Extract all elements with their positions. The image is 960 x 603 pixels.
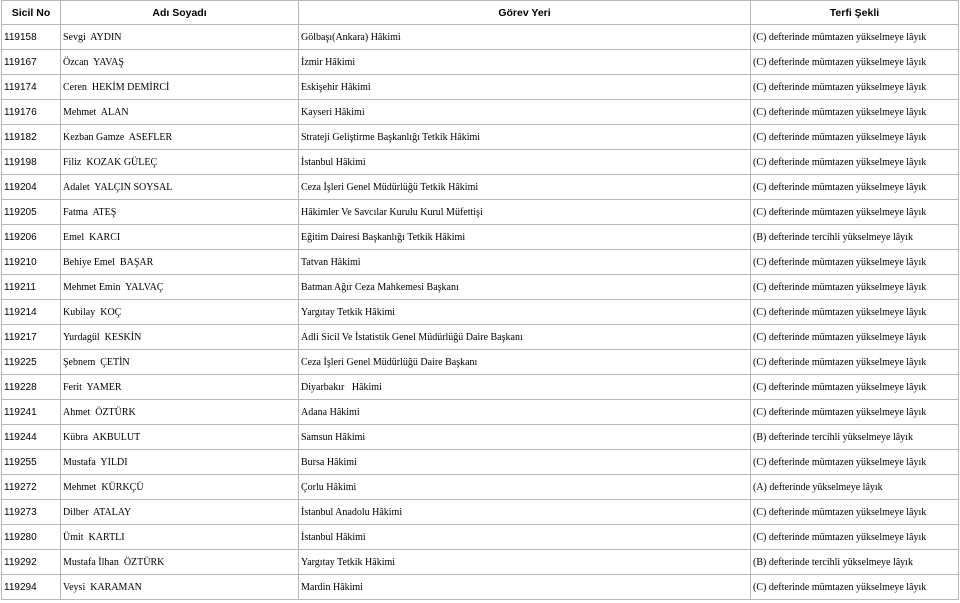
position-cell: Bursa Hâkimi: [299, 450, 751, 475]
position-cell: İstanbul Anadolu Hâkimi: [299, 500, 751, 525]
sicil-no-cell: 119182: [2, 125, 61, 150]
name-cell: Mehmet KÜRKÇÜ: [61, 475, 299, 500]
table-row: [2, 250, 959, 275]
promotion-cell: (C) defterinde mümtazen yükselmeye lâyık: [751, 450, 959, 475]
position-cell: Yargıtay Tetkik Hâkimi: [299, 300, 751, 325]
table-header: [2, 1, 959, 25]
name-cell: Kezban Gamze ASEFLER: [61, 125, 299, 150]
promotion-cell: (C) defterinde mümtazen yükselmeye lâyık: [751, 100, 959, 125]
promotion-cell: (C) defterinde mümtazen yükselmeye lâyık: [751, 400, 959, 425]
sicil-no-cell: 119294: [2, 575, 61, 600]
promotion-cell: (C) defterinde mümtazen yükselmeye lâyık: [751, 250, 959, 275]
name-cell: Filiz KOZAK GÜLEÇ: [61, 150, 299, 175]
promotion-cell: (C) defterinde mümtazen yükselmeye lâyık: [751, 575, 959, 600]
header-gorev-yeri: Görev Yeri: [299, 1, 751, 25]
promotion-cell: (C) defterinde mümtazen yükselmeye lâyık: [751, 350, 959, 375]
promotion-cell: (C) defterinde mümtazen yükselmeye lâyık: [751, 175, 959, 200]
name-cell: Fatma ATEŞ: [61, 200, 299, 225]
header-row: [2, 1, 959, 25]
name-cell: Yurdagül KESKİN: [61, 325, 299, 350]
promotion-table: [1, 0, 959, 600]
sicil-no-cell: 119198: [2, 150, 61, 175]
promotion-cell: (C) defterinde mümtazen yükselmeye lâyık: [751, 375, 959, 400]
sicil-no-cell: 119205: [2, 200, 61, 225]
table-row: [2, 500, 959, 525]
position-cell: Batman Ağır Ceza Mahkemesi Başkanı: [299, 275, 751, 300]
table-row: [2, 25, 959, 50]
name-cell: Mehmet ALAN: [61, 100, 299, 125]
name-cell: Adalet YALÇIN SOYSAL: [61, 175, 299, 200]
name-cell: Kubilay KOÇ: [61, 300, 299, 325]
position-cell: Samsun Hâkimi: [299, 425, 751, 450]
header-terfi-sekli: Terfi Şekli: [751, 1, 959, 25]
promotion-cell: (B) defterinde tercihli yükselmeye lâyık: [751, 225, 959, 250]
promotion-cell: (C) defterinde mümtazen yükselmeye lâyık: [751, 150, 959, 175]
promotion-cell: (A) defterinde yükselmeye lâyık: [751, 475, 959, 500]
promotion-cell: (C) defterinde mümtazen yükselmeye lâyık: [751, 200, 959, 225]
table-row: [2, 425, 959, 450]
position-cell: Yargıtay Tetkik Hâkimi: [299, 550, 751, 575]
position-cell: Diyarbakır Hâkimi: [299, 375, 751, 400]
promotion-cell: (C) defterinde mümtazen yükselmeye lâyık: [751, 500, 959, 525]
name-cell: Dilber ATALAY: [61, 500, 299, 525]
position-cell: Çorlu Hâkimi: [299, 475, 751, 500]
promotion-cell: (C) defterinde mümtazen yükselmeye lâyık: [751, 325, 959, 350]
table-row: [2, 100, 959, 125]
sicil-no-cell: 119158: [2, 25, 61, 50]
position-cell: Strateji Geliştirme Başkanlığı Tetkik Hâkimi: [299, 125, 751, 150]
table-row: [2, 75, 959, 100]
position-cell: Eskişehir Hâkimi: [299, 75, 751, 100]
table-row: [2, 475, 959, 500]
position-cell: İstanbul Hâkimi: [299, 525, 751, 550]
name-cell: Mustafa İlhan ÖZTÜRK: [61, 550, 299, 575]
name-cell: Sevgi AYDIN: [61, 25, 299, 50]
sicil-no-cell: 119255: [2, 450, 61, 475]
table-row: [2, 375, 959, 400]
table-row: [2, 225, 959, 250]
header-sicil-no: Sicil No: [2, 1, 61, 25]
table-row: [2, 550, 959, 575]
name-cell: Mehmet Emin YALVAÇ: [61, 275, 299, 300]
sicil-no-cell: 119292: [2, 550, 61, 575]
name-cell: Behiye Emel BAŞAR: [61, 250, 299, 275]
name-cell: Emel KARCI: [61, 225, 299, 250]
position-cell: Gölbaşı(Ankara) Hâkimi: [299, 25, 751, 50]
sicil-no-cell: 119217: [2, 325, 61, 350]
name-cell: Mustafa YILDI: [61, 450, 299, 475]
name-cell: Veysi KARAMAN: [61, 575, 299, 600]
name-cell: Şebnem ÇETİN: [61, 350, 299, 375]
table-row: [2, 150, 959, 175]
table-row: [2, 575, 959, 600]
promotion-cell: (B) defterinde tercihli yükselmeye lâyık: [751, 425, 959, 450]
promotion-cell: (B) defterinde tercihli yükselmeye lâyık: [751, 550, 959, 575]
promotion-cell: (C) defterinde mümtazen yükselmeye lâyık: [751, 50, 959, 75]
position-cell: Tatvan Hâkimi: [299, 250, 751, 275]
promotion-cell: (C) defterinde mümtazen yükselmeye lâyık: [751, 75, 959, 100]
name-cell: Ceren HEKİM DEMİRCİ: [61, 75, 299, 100]
sicil-no-cell: 119206: [2, 225, 61, 250]
sicil-no-cell: 119225: [2, 350, 61, 375]
sicil-no-cell: 119211: [2, 275, 61, 300]
table-row: [2, 50, 959, 75]
table-row: [2, 400, 959, 425]
position-cell: Adana Hâkimi: [299, 400, 751, 425]
position-cell: İstanbul Hâkimi: [299, 150, 751, 175]
name-cell: Ahmet ÖZTÜRK: [61, 400, 299, 425]
name-cell: Ferit YAMER: [61, 375, 299, 400]
promotion-cell: (C) defterinde mümtazen yükselmeye lâyık: [751, 25, 959, 50]
sicil-no-cell: 119228: [2, 375, 61, 400]
sicil-no-cell: 119214: [2, 300, 61, 325]
header-adi-soyadi: Adı Soyadı: [61, 1, 299, 25]
promotion-cell: (C) defterinde mümtazen yükselmeye lâyık: [751, 525, 959, 550]
promotion-cell: (C) defterinde mümtazen yükselmeye lâyık: [751, 275, 959, 300]
table-row: [2, 300, 959, 325]
table-row: [2, 175, 959, 200]
sicil-no-cell: 119241: [2, 400, 61, 425]
table-row: [2, 325, 959, 350]
sicil-no-cell: 119210: [2, 250, 61, 275]
sicil-no-cell: 119167: [2, 50, 61, 75]
sicil-no-cell: 119280: [2, 525, 61, 550]
table-row: [2, 350, 959, 375]
sicil-no-cell: 119176: [2, 100, 61, 125]
position-cell: İzmir Hâkimi: [299, 50, 751, 75]
position-cell: Eğitim Dairesi Başkanlığı Tetkik Hâkimi: [299, 225, 751, 250]
promotion-cell: (C) defterinde mümtazen yükselmeye lâyık: [751, 125, 959, 150]
promotion-cell: (C) defterinde mümtazen yükselmeye lâyık: [751, 300, 959, 325]
table-row: [2, 125, 959, 150]
position-cell: Mardin Hâkimi: [299, 575, 751, 600]
sicil-no-cell: 119174: [2, 75, 61, 100]
position-cell: Ceza İşleri Genel Müdürlüğü Tetkik Hâkimi: [299, 175, 751, 200]
table-row: [2, 200, 959, 225]
table-row: [2, 525, 959, 550]
name-cell: Kübra AKBULUT: [61, 425, 299, 450]
sicil-no-cell: 119273: [2, 500, 61, 525]
table-body: [2, 25, 959, 600]
position-cell: Hâkimler Ve Savcılar Kurulu Kurul Müfettişi: [299, 200, 751, 225]
sicil-no-cell: 119204: [2, 175, 61, 200]
position-cell: Kayseri Hâkimi: [299, 100, 751, 125]
position-cell: Ceza İşleri Genel Müdürlüğü Daire Başkanı: [299, 350, 751, 375]
table-row: [2, 450, 959, 475]
sicil-no-cell: 119272: [2, 475, 61, 500]
position-cell: Adli Sicil Ve İstatistik Genel Müdürlüğü Daire Başkanı: [299, 325, 751, 350]
table-row: [2, 275, 959, 300]
name-cell: Ümit KARTLI: [61, 525, 299, 550]
name-cell: Özcan YAVAŞ: [61, 50, 299, 75]
sicil-no-cell: 119244: [2, 425, 61, 450]
